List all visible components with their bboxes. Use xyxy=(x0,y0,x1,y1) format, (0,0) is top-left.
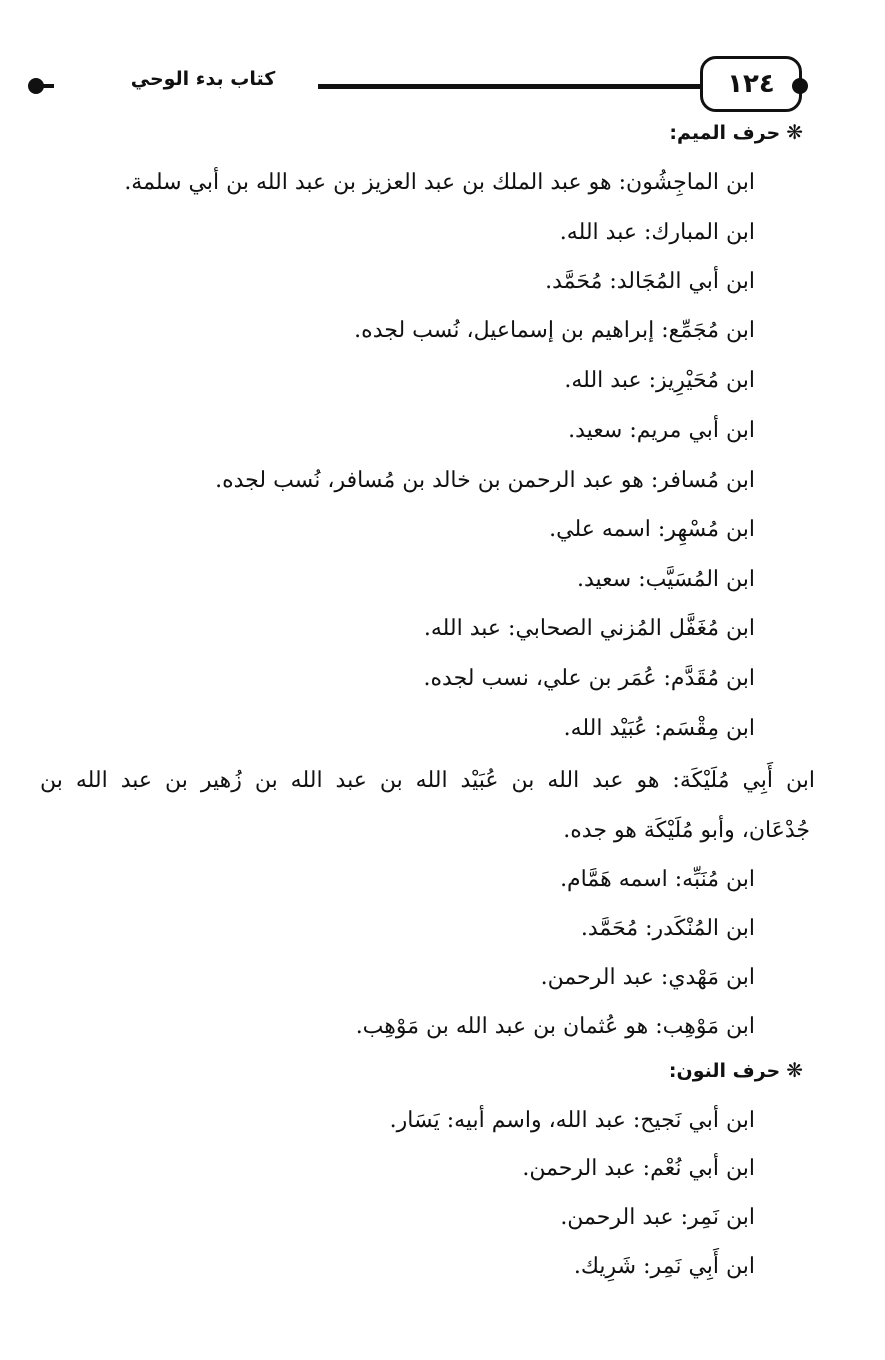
ornament-tail-left xyxy=(42,84,54,88)
asterism-icon: ❋ xyxy=(786,1058,803,1082)
list-item: ابن أَبِي مُلَيْكَة: هو عبد الله بن عُبَيْد الله بن عبد الله بن زُهير بن عبد الله بن xyxy=(40,768,815,793)
list-item: ابن أبي مريم: سعيد. xyxy=(568,418,755,443)
list-item: ابن أبي نُعْم: عبد الرحمن. xyxy=(522,1156,755,1181)
header-rule xyxy=(318,84,733,89)
list-item: ابن مَوْهِب: هو عُثمان بن عبد الله بن مَوْهِب. xyxy=(355,1014,755,1039)
page-number: ١٢٤ xyxy=(700,56,802,112)
list-item: ابن مُغَفَّل المُزني الصحابي: عبد الله. xyxy=(423,616,755,641)
asterism-icon: ❋ xyxy=(786,120,803,144)
list-item: ابن مَهْدي: عبد الرحمن. xyxy=(540,965,755,990)
list-item: ابن مُنَبِّه: اسمه هَمَّام. xyxy=(560,867,755,892)
section-heading-noon: ❋حرف النون: xyxy=(668,1058,803,1082)
list-item: ابن مُحَيْرِيز: عبد الله. xyxy=(564,368,755,393)
page-header xyxy=(28,62,818,108)
list-item: ابن المُسَيَّب: سعيد. xyxy=(576,567,755,592)
ornament-dot-right xyxy=(792,78,808,94)
list-item: ابن نَمِر: عبد الرحمن. xyxy=(560,1205,755,1230)
list-item: ابن مُجَمِّع: إبراهيم بن إسماعيل، نُسب لجده. xyxy=(354,318,755,343)
list-item: ابن أبي المُجَالد: مُحَمَّد. xyxy=(545,269,755,294)
list-item: ابن المبارك: عبد الله. xyxy=(559,220,755,245)
section-heading-meem: ❋حرف الميم: xyxy=(669,120,803,144)
list-item-continuation: جُدْعَان، وأبو مُلَيْكَة هو جده. xyxy=(563,818,810,843)
running-title: كتاب بدء الوحي xyxy=(130,68,276,90)
list-item: ابن مِقْسَم: عُبَيْد الله. xyxy=(563,716,755,741)
list-item: ابن الماجِشُون: هو عبد الملك بن عبد العزيز بن عبد الله بن أبي سلمة. xyxy=(124,170,755,195)
list-item: ابن أَبِي نَمِر: شَرِيك. xyxy=(573,1254,755,1279)
list-item: ابن مُقَدَّم: عُمَر بن علي، نسب لجده. xyxy=(423,666,755,691)
list-item: ابن مُسافر: هو عبد الرحمن بن خالد بن مُسافر، نُسب لجده. xyxy=(215,468,755,493)
list-item: ابن أبي نَجيح: عبد الله، واسم أبيه: يَسَار. xyxy=(389,1108,755,1133)
list-item: ابن مُسْهِر: اسمه علي. xyxy=(549,517,755,542)
list-item: ابن المُنْكَدر: مُحَمَّد. xyxy=(580,916,755,941)
